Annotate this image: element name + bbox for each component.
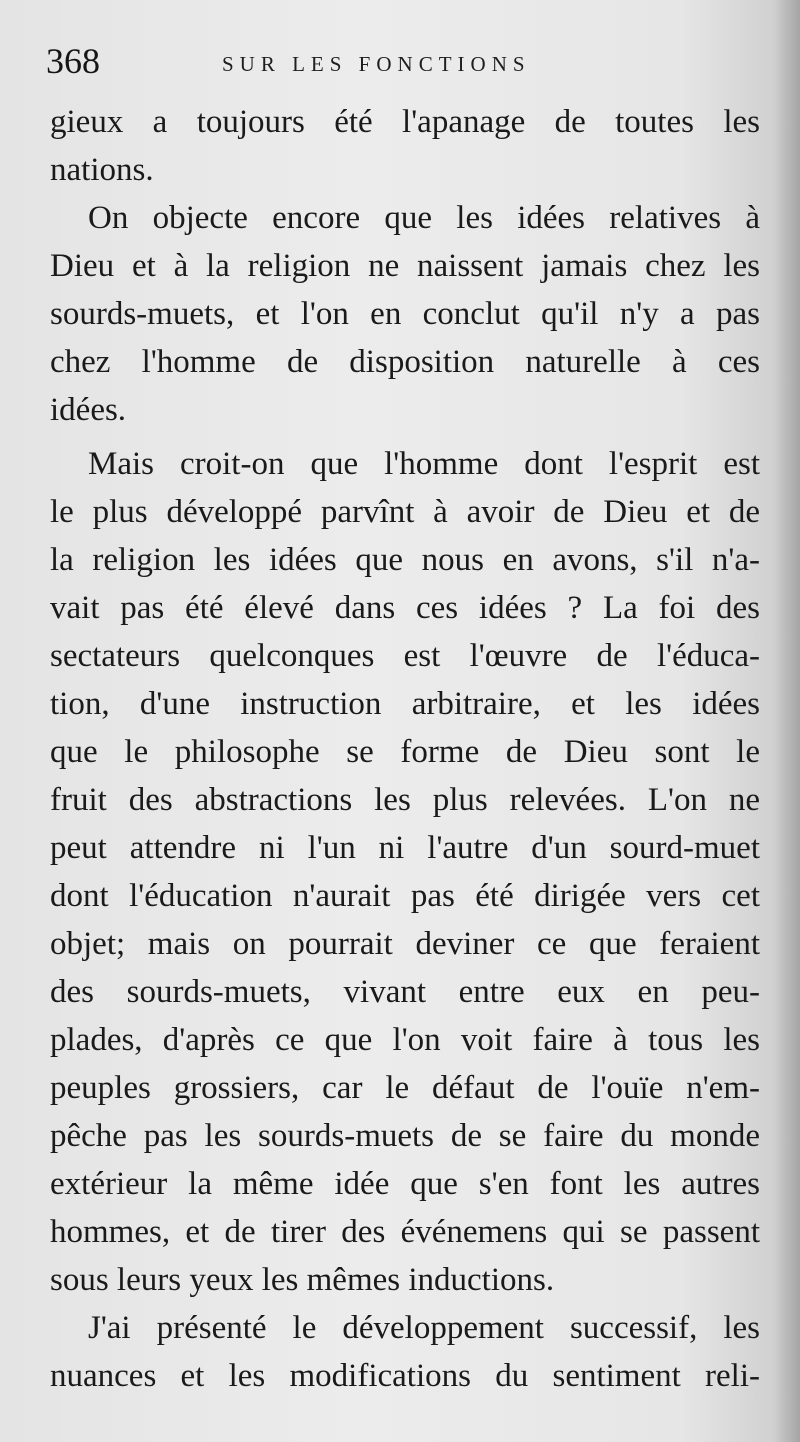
text-line: que le philosophe se forme de Dieu sont le: [50, 734, 760, 770]
text-line: plades, d'après ce que l'on voit faire à tous les: [50, 1022, 760, 1058]
page-gutter-shadow: [772, 0, 800, 1442]
text-line: sous leurs yeux les mêmes inductions.: [50, 1262, 555, 1298]
text-line: sectateurs quelconques est l'œuvre de l'éduca-: [50, 638, 760, 674]
text-line: chez l'homme de disposition naturelle à ces: [50, 344, 760, 380]
body-text: [50, 98, 760, 1438]
text-line: dont l'éducation n'aurait pas été dirigée vers cet: [50, 878, 760, 914]
text-line: gieux a toujours été l'apanage de toutes les: [50, 104, 760, 140]
text-line: peut attendre ni l'un ni l'autre d'un sourd-muet: [50, 830, 760, 866]
text-line: tion, d'une instruction arbitraire, et les idées: [50, 686, 760, 722]
text-line: hommes, et de tirer des événemens qui se passent: [50, 1214, 760, 1250]
text-line: Dieu et à la religion ne naissent jamais chez les: [50, 248, 760, 284]
text-line: la religion les idées que nous en avons, s'il n'a-: [50, 542, 760, 578]
text-line: vait pas été élevé dans ces idées ? La foi des: [50, 590, 760, 626]
running-head: SUR LES FONCTIONS: [222, 52, 531, 76]
text-line: des sourds-muets, vivant entre eux en peu-: [50, 974, 760, 1010]
text-line: J'ai présenté le développement successif, les: [88, 1310, 760, 1346]
page-number: 368: [46, 41, 100, 81]
text-line: sourds-muets, et l'on en conclut qu'il n'y a pas: [50, 296, 760, 332]
text-line: idées.: [50, 392, 127, 428]
text-line: peuples grossiers, car le défaut de l'ouïe n'em-: [50, 1070, 760, 1106]
text-line: Mais croit-on que l'homme dont l'esprit est: [88, 446, 760, 482]
text-line: On objecte encore que les idées relatives à: [88, 200, 760, 236]
text-line: fruit des abstractions les plus relevées. L'on ne: [50, 782, 760, 818]
text-line: nuances et les modifications du sentiment reli-: [50, 1358, 760, 1394]
text-line: nations.: [50, 152, 154, 188]
text-line: pêche pas les sourds-muets de se faire du monde: [50, 1118, 760, 1154]
text-line: le plus développé parvînt à avoir de Dieu et de: [50, 494, 760, 530]
page-header: [46, 40, 746, 90]
text-line: objet; mais on pourrait deviner ce que feraient: [50, 926, 760, 962]
text-line: extérieur la même idée que s'en font les autres: [50, 1166, 760, 1202]
